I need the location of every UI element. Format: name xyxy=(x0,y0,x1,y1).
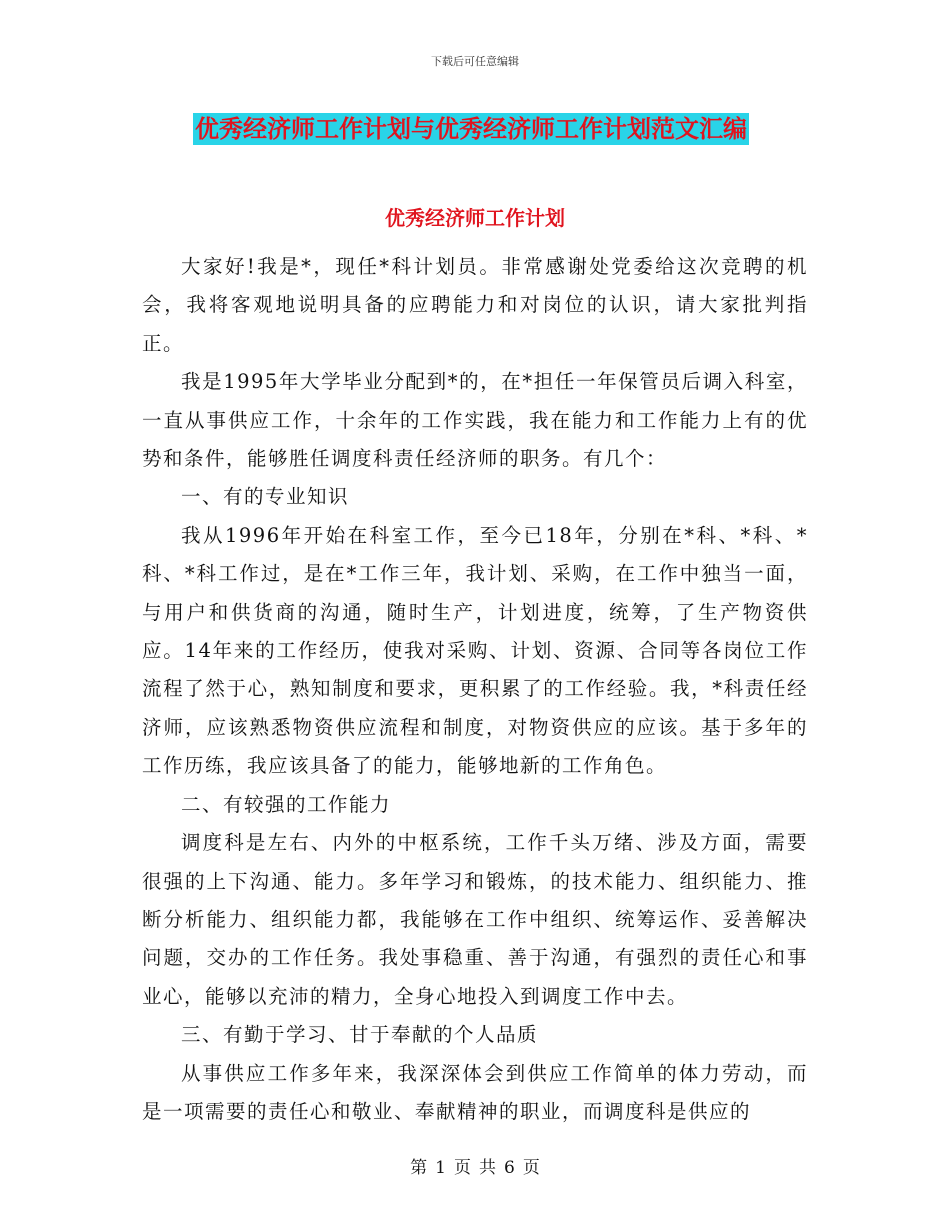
footer-suffix: 页 xyxy=(522,1158,540,1178)
paragraph-personal-quality: 从事供应工作多年来，我深深体会到供应工作简单的体力劳动，而是一项需要的责任心和敬业、奉献精神的职业，而调度科是供应的 xyxy=(142,1061,808,1123)
paragraph-work-ability: 调度科是左右、内外的中枢系统，工作千头万绪、涉及方面，需要很强的上下沟通、能力。多年学习和锻炼，的技术能力、组织能力、推断分析能力、组织能力都，我能够在工作中组织、统筹运作、妥善解决问题，交办的工作任务。我处事稳重、善于沟通，有强烈的责任心和事业心，能够以充沛的精力，全身心地投入到调度工作中去。 xyxy=(142,831,808,1008)
page-number-footer xyxy=(0,1153,950,1178)
heading-personal-quality: 三、有勤于学习、甘于奉献的个人品质 xyxy=(181,1023,539,1047)
heading-professional-knowledge: 一、有的专业知识 xyxy=(181,485,350,509)
footer-current-page: 1 xyxy=(435,1158,446,1178)
header-note: 下载后可任意编辑 xyxy=(431,55,519,68)
footer-page-word: 页 xyxy=(454,1158,471,1178)
footer-prefix: 第 xyxy=(410,1158,428,1178)
document-title: 优秀经济师工作计划与优秀经济师工作计划范文汇编 xyxy=(195,114,747,143)
document-body xyxy=(142,248,808,1131)
section-title: 优秀经济师工作计划 xyxy=(385,206,565,230)
paragraph-greeting: 大家好!我是*，现任*科计划员。非常感谢处党委给这次竞聘的机会，我将客观地说明具备的应聘能力和对岗位的认识，请大家批判指正。 xyxy=(142,255,808,355)
footer-total-prefix: 共 xyxy=(479,1158,496,1178)
paragraph-work-history: 我从1996年开始在科室工作，至今已18年，分别在*科、*科、*科、*科工作过，是在*工作三年，我计划、采购，在工作中独当一面，与用户和供货商的沟通，随时生产，计划进度，统筹，了生产物资供应。14年来的工作经历，使我对采购、计划、资源、合同等各岗位工作流程了然于心，熟知制度和要求，更积累了的工作经验。我，*科责任经济师，应该熟悉物资供应流程和制度，对物资供应的应该。基于多年的工作历练，我应该具备了的能力，能够地新的工作角色。 xyxy=(142,523,808,778)
paragraph-background: 我是1995年大学毕业分配到*的，在*担任一年保管员后调入科室，一直从事供应工作，十余年的工作实践，我在能力和工作能力上有的优势和条件，能够胜任调度科责任经济师的职务。有几个： xyxy=(142,370,808,471)
footer-total-pages: 6 xyxy=(504,1158,515,1178)
heading-work-ability: 二、有较强的工作能力 xyxy=(181,792,392,816)
